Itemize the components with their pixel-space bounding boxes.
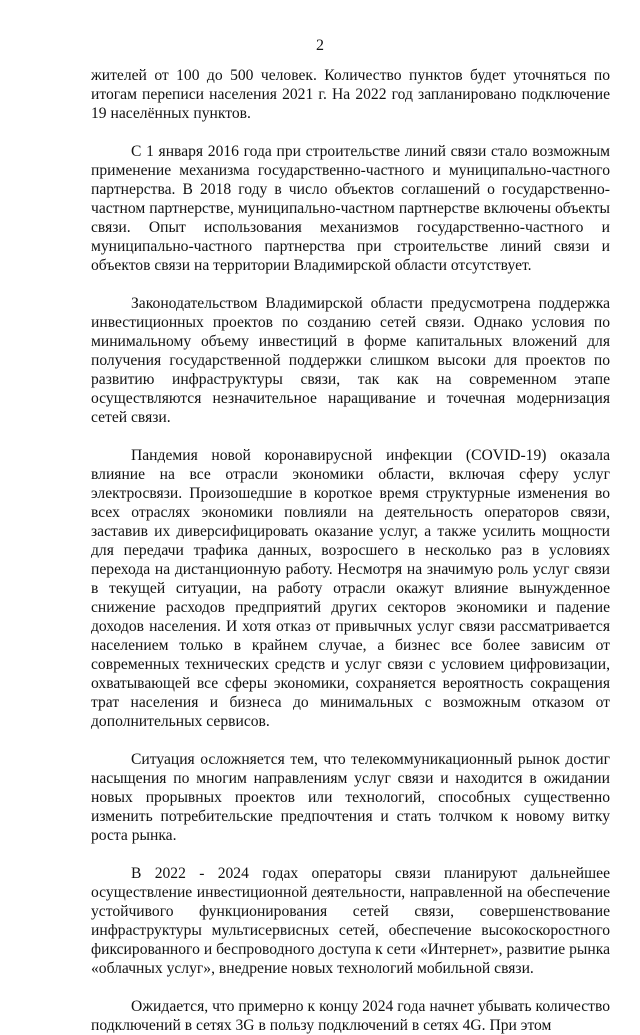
document-body [91,66,610,1035]
page-number: 2 [316,37,324,54]
paragraph-1-continued: жителей от 100 до 500 человек. Количество пунктов будет уточняться по итогам переписи населения 2021 г. На 2022 год запланировано подключение 19 населённых пунктов. [91,67,610,122]
paragraph-investment-plans: В 2022 - 2024 годах операторы связи планируют дальнейшее осуществление инвестиционной деятельности, направленной на обеспечение устойчивого функционирования сетей связи, совершенствование инфраструктуры мультисервисных сетей, обеспечение высокоскоростного фиксированного и беспроводного доступа к сети «Интернет», развитие рынка «облачных услуг», внедрение новых технологий мобильной связи. [91,865,610,977]
paragraph-ppp: С 1 января 2016 года при строительстве линий связи стало возможным применение механизма государственно-частного и муниципально-частного партнерства. В 2018 году в число объектов соглашений о государственно-частном партнерстве, муниципально-частном партнерстве включены объекты связи. Опыт использования механизмов государственно-частного и муниципально-частного партнерства при строительстве линий связи и объектов связи на территории Владимирской области отсутствует. [91,143,610,274]
paragraph-pandemic: Пандемия новой коронавирусной инфекции (COVID-19) оказала влияние на все отрасли экономики области, включая сферу услуг электросвязи. Произошедшие в короткое время структурные изменения во всех отраслях экономики повлияли на деятельность операторов связи, заставив их диверсифицировать оказание услуг, а также усилить мощности для передачи трафика данных, возросшего в несколько раз в условиях перехода на дистанционную работу. Несмотря на значимую роль услуг связи в текущей ситуации, на работу отрасли окажут влияние вынужденное снижение расходов предприятий других секторов экономики и падение доходов населения. И хотя отказ от привычных услуг связи рассматривается населением только в крайнем случае, а бизнес все более зависим от современных технических средств и услуг связи с условием цифровизации, охватывающей все сферы экономики, сохраняется вероятность сокращения трат населения и бизнеса до минимальных с возможным отказом от дополнительных сервисов. [91,447,610,730]
paragraph-market-saturation: Ситуация осложняется тем, что телекоммуникационный рынок достиг насыщения по многим направлениям услуг связи и находится в ожидании новых прорывных проектов или технологий, способных существенно изменить потребительские предпочтения и стать толчком к новому витку роста рынка. [91,751,610,844]
paragraph-3g-4g: Ожидается, что примерно к концу 2024 года начнет убывать количество подключений в сетях 3G в пользу подключений в сетях 4G. При этом [91,998,610,1034]
paragraph-legislation: Законодательством Владимирской области предусмотрена поддержка инвестиционных проектов по созданию сетей связи. Однако условия по минимальному объему инвестиций в форме капитальных вложений для получения государственной поддержки слишком высоки для проектов по развитию инфраструктуры связи, так как на современном этапе осуществляются незначительное наращивание и точечная модернизация сетей связи. [91,295,610,426]
